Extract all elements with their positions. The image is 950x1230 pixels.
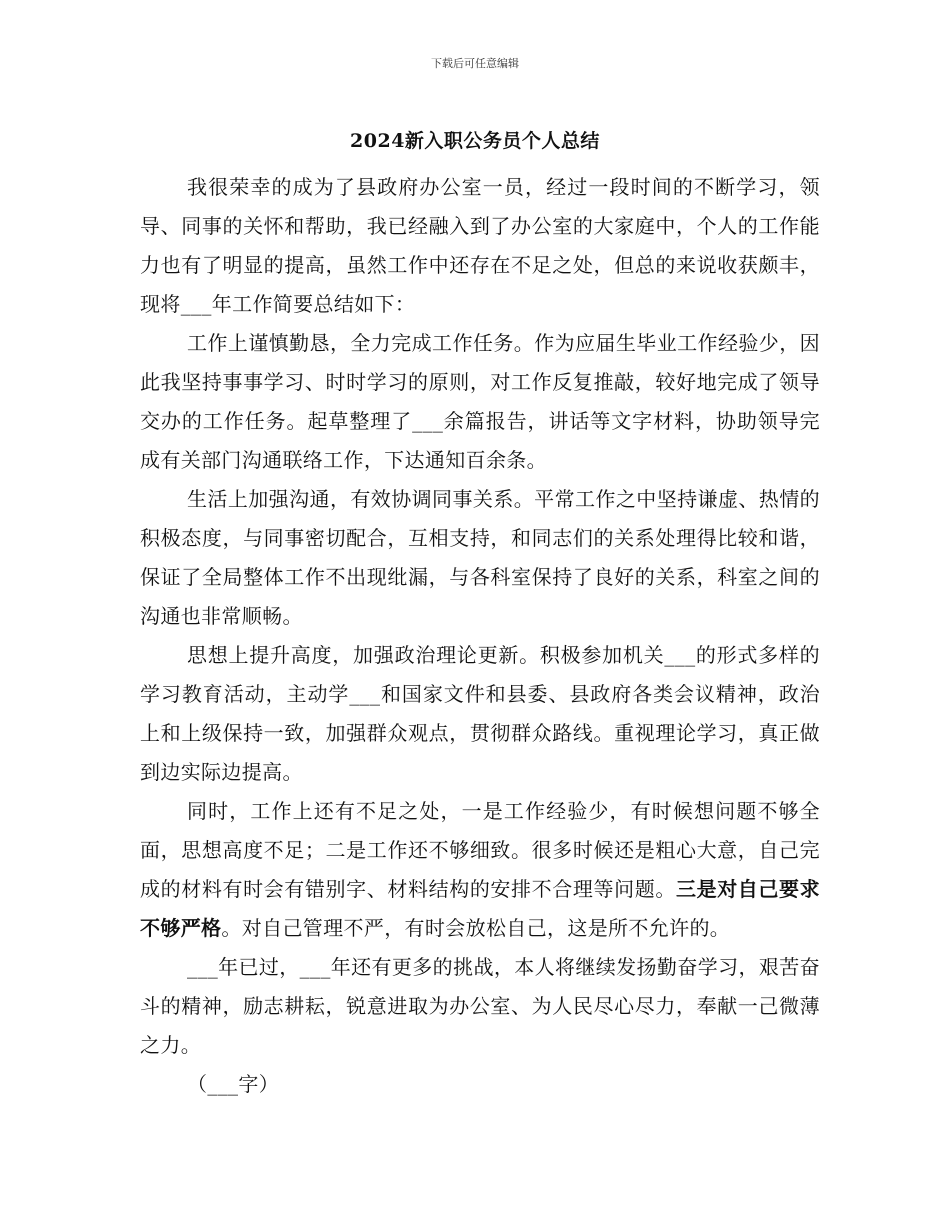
paragraph-intro: 我很荣幸的成为了县政府办公室一员，经过一段时间的不断学习，领导、同事的关怀和帮助，我已经融入到了办公室的大家庭中，个人的工作能力也有了明显的提高，虽然工作中还存在不足之处，但总的来说收获颇丰，现将___年工作简要总结如下： [140,175,820,316]
paragraph-outlook: ___年已过，___年还有更多的挑战，本人将继续发扬勤奋学习，艰苦奋斗的精神，励志耕耘，锐意进取为办公室、为人民尽心尽力，奉献一己微薄之力。 [140,955,820,1057]
shortcomings-tail: 。对自己管理不严，有时会放松自己，这是所不允许的。 [221,916,731,940]
paragraph-shortcomings [140,792,820,948]
shortcomings-lead: 同时，工作上还有不足之处，一是工作经验少，有时候想问题不够全面，思想高度不足；二是工作还不够细致。很多时候还是粗心大意，自己完成的材料有时会有错别字、材料结构的安排不合理等问题。 [140,799,820,901]
paragraph-life: 生活上加强沟通，有效协调同事关系。平常工作之中坚持谦虚、热情的积极态度，与同事密切配合，互相支持，和同志们的关系处理得比较和谐，保证了全局整体工作不出现纰漏，与各科室保持了良好的关系，科室之间的沟通也非常顺畅。 [140,487,820,628]
shortcomings-bold: 三是对自己要求不够严格 [140,877,821,940]
page-header: 下载后可任意编辑 [431,57,519,70]
word-count: （___字） [187,1072,280,1096]
paragraph-thought: 思想上提升高度，加强政治理论更新。积极参加机关___的形式多样的学习教育活动，主动学___和国家文件和县委、县政府各类会议精神，政治上和上级保持一致，加强群众观点，贯彻群众路线。重视理论学习，真正做到边实际边提高。 [140,643,820,784]
paragraph-work: 工作上谨慎勤恳，全力完成工作任务。作为应届生毕业工作经验少，因此我坚持事事学习、时时学习的原则，对工作反复推敲，较好地完成了领导交办的工作任务。起草整理了___余篇报告，讲话等文字材料，协助领导完成有关部门沟通联络工作，下达通知百余条。 [140,331,820,472]
document-body [140,168,820,1104]
document-title: 2024新入职公务员个人总结 [350,130,600,152]
